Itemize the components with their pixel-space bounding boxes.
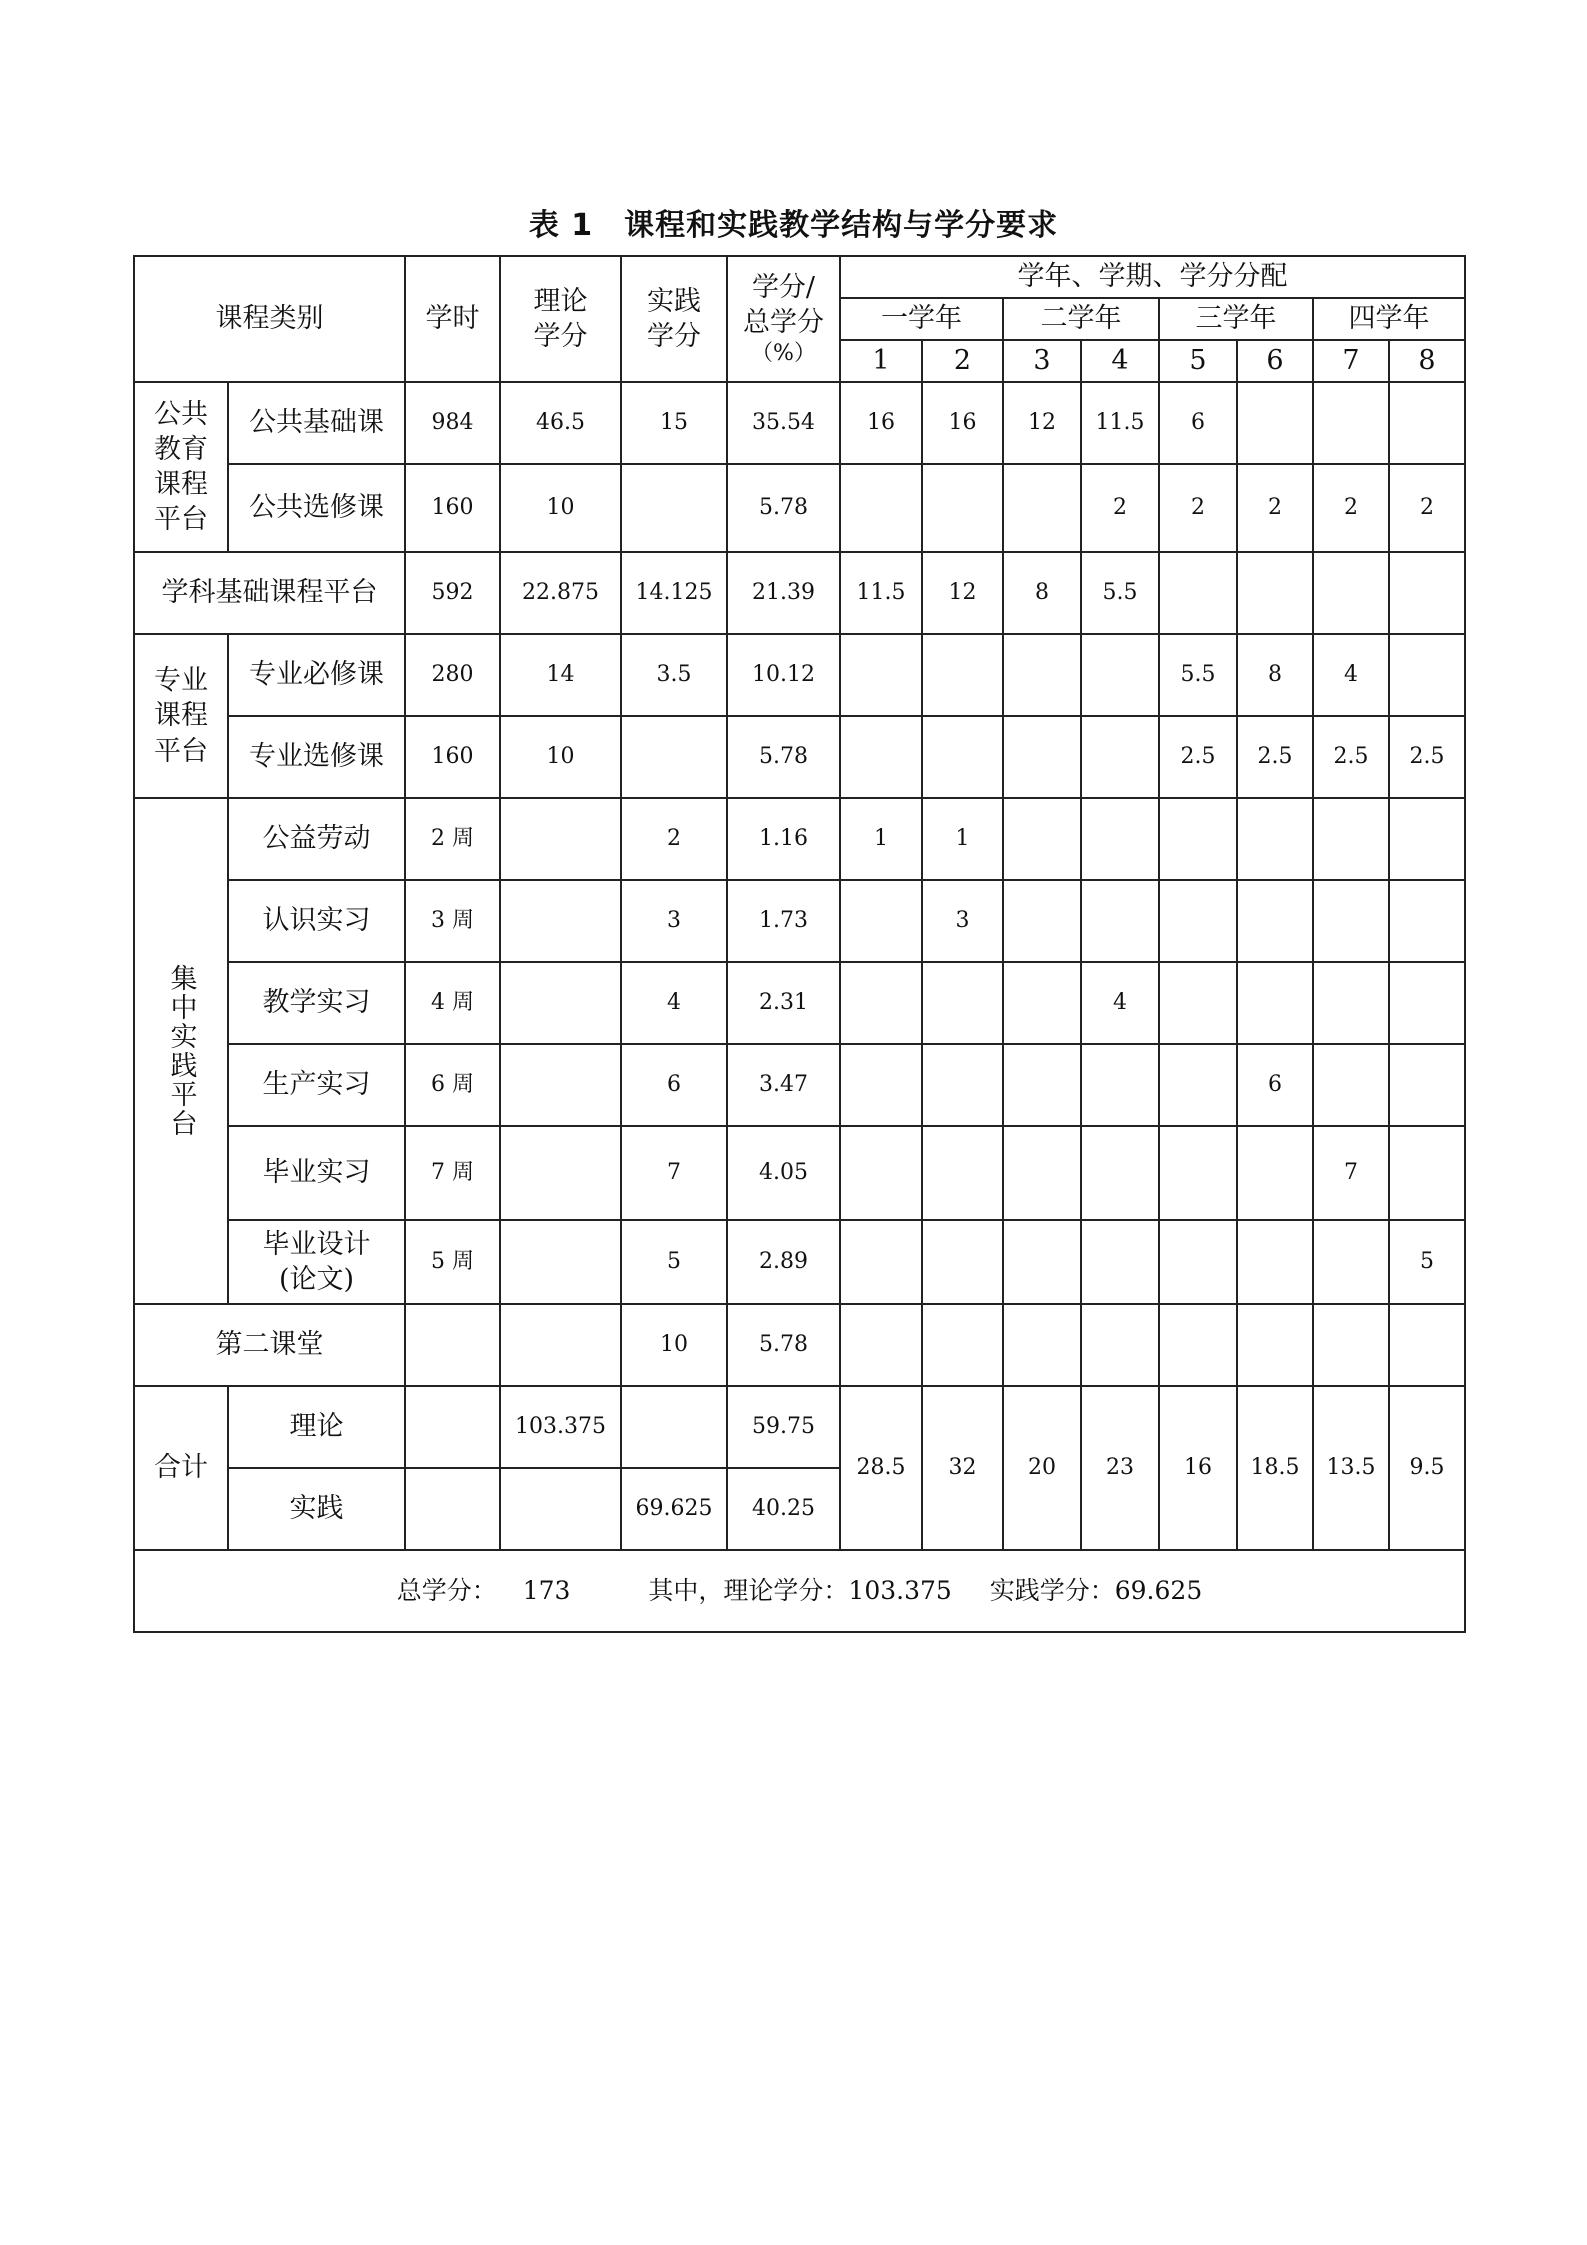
row-theory [500,1044,621,1126]
term-cell [1313,552,1389,634]
row-practice [621,716,727,798]
total-term-cell: 32 [922,1386,1003,1550]
row-theory: 103.375 [500,1386,621,1468]
group-total: 合计 [134,1386,228,1550]
row-hours: 280 [405,634,500,716]
term-cell: 2.5 [1389,716,1465,798]
row-practice: 3.5 [621,634,727,716]
term-cell: 1 [922,798,1003,880]
term-cell [1389,382,1465,464]
term-cell [1313,1304,1389,1386]
term-cell [922,634,1003,716]
row-name: 专业必修课 [228,634,405,716]
row-theory [500,1126,621,1220]
row-name: 第二课堂 [134,1304,405,1386]
term-cell: 7 [1313,1126,1389,1220]
term-cell: 2 [1081,464,1159,552]
term-cell [1003,464,1081,552]
footer-practice-credit: 实践学分：69.625 [989,1575,1203,1605]
term-cell [1159,880,1237,962]
group-practice: 集中实践平台 [134,798,228,1304]
term-cell [840,716,922,798]
term-cell [1237,880,1313,962]
term-cell [840,1220,922,1304]
header-year-1: 一学年 [840,298,1003,340]
row-hours [405,1468,500,1550]
row-name: 专业选修课 [228,716,405,798]
header-category: 课程类别 [134,256,405,382]
table-title: 表 1 课程和实践教学结构与学分要求 [528,208,1059,243]
total-term-cell: 18.5 [1237,1386,1313,1550]
header-term: 4 [1081,340,1159,382]
row-hours: 4 周 [405,962,500,1044]
term-cell [1237,382,1313,464]
term-cell: 12 [1003,382,1081,464]
term-cell [1389,1126,1465,1220]
header-term: 8 [1389,340,1465,382]
row-name: 教学实习 [228,962,405,1044]
row-hours [405,1386,500,1468]
row-ratio: 5.78 [727,464,840,552]
term-cell [1081,634,1159,716]
table-row [134,962,1465,1044]
term-cell: 12 [922,552,1003,634]
term-cell [1159,962,1237,1044]
header-theory-credit: 理论 学分 [500,256,621,382]
term-cell [840,634,922,716]
term-cell: 5 [1389,1220,1465,1304]
term-cell: 6 [1159,382,1237,464]
group-public: 公共 教育 课程 平台 [134,382,228,552]
term-cell [922,1304,1003,1386]
term-cell [1003,1220,1081,1304]
table-row [134,716,1465,798]
term-cell [1081,880,1159,962]
term-cell [1389,552,1465,634]
term-cell: 6 [1237,1044,1313,1126]
header-distribution: 学年、学期、学分分配 [840,256,1465,298]
table-row [134,634,1465,716]
term-cell [840,880,922,962]
term-cell [1159,1044,1237,1126]
table-row [134,880,1465,962]
term-cell [1237,962,1313,1044]
row-theory [500,1304,621,1386]
row-name: 认识实习 [228,880,405,962]
term-cell [1159,552,1237,634]
term-cell [840,1044,922,1126]
term-cell [1159,1126,1237,1220]
term-cell [922,716,1003,798]
row-name: 生产实习 [228,1044,405,1126]
footer-summary [134,1550,1465,1632]
row-ratio: 21.39 [727,552,840,634]
row-theory: 46.5 [500,382,621,464]
row-practice: 69.625 [621,1468,727,1550]
row-hours: 2 周 [405,798,500,880]
row-ratio: 3.47 [727,1044,840,1126]
footer-row [134,1550,1465,1632]
table-row [134,1304,1465,1386]
footer-total-value: 173 [522,1575,571,1605]
row-practice: 2 [621,798,727,880]
term-cell: 4 [1081,962,1159,1044]
term-cell: 8 [1003,552,1081,634]
table-row [134,1126,1465,1220]
term-cell [1081,1220,1159,1304]
term-cell [1081,798,1159,880]
row-theory: 14 [500,634,621,716]
footer-total-label: 总学分： [396,1575,497,1605]
row-practice: 7 [621,1126,727,1220]
row-theory [500,1220,621,1304]
term-cell [1389,798,1465,880]
term-cell [1159,1304,1237,1386]
header-row-1 [134,256,1465,298]
row-ratio: 10.12 [727,634,840,716]
header-term: 1 [840,340,922,382]
term-cell [922,1126,1003,1220]
term-cell: 2.5 [1237,716,1313,798]
row-name: 实践 [228,1468,405,1550]
row-hours: 160 [405,716,500,798]
header-term: 3 [1003,340,1081,382]
row-ratio: 5.78 [727,1304,840,1386]
term-cell: 2 [1159,464,1237,552]
row-theory [500,962,621,1044]
row-ratio: 5.78 [727,716,840,798]
term-cell [922,464,1003,552]
term-cell [1003,716,1081,798]
term-cell [1159,798,1237,880]
term-cell [1313,1044,1389,1126]
header-term: 6 [1237,340,1313,382]
row-hours: 6 周 [405,1044,500,1126]
row-name: 理论 [228,1386,405,1468]
table-row [134,1220,1465,1304]
header-year-3: 三学年 [1159,298,1313,340]
term-cell: 2.5 [1159,716,1237,798]
credit-table [133,255,1466,1633]
row-theory: 22.875 [500,552,621,634]
table-row [134,552,1465,634]
term-cell [1237,798,1313,880]
total-term-cell: 28.5 [840,1386,922,1550]
row-name: 公益劳动 [228,798,405,880]
row-theory: 10 [500,464,621,552]
row-practice: 15 [621,382,727,464]
header-hours: 学时 [405,256,500,382]
row-name: 公共选修课 [228,464,405,552]
term-cell: 2 [1389,464,1465,552]
term-cell [1081,1304,1159,1386]
row-practice: 10 [621,1304,727,1386]
row-practice: 14.125 [621,552,727,634]
header-year-2: 二学年 [1003,298,1159,340]
row-theory [500,798,621,880]
term-cell: 4 [1313,634,1389,716]
row-hours [405,1304,500,1386]
term-cell: 5.5 [1081,552,1159,634]
header-year-4: 四学年 [1313,298,1465,340]
header-term: 2 [922,340,1003,382]
header-practice-credit: 实践 学分 [621,256,727,382]
term-cell: 16 [922,382,1003,464]
group-major: 专业 课程 平台 [134,634,228,798]
header-term: 7 [1313,340,1389,382]
term-cell [1081,1044,1159,1126]
row-name: 毕业设计 (论文) [228,1220,405,1304]
term-cell: 8 [1237,634,1313,716]
term-cell [840,1126,922,1220]
term-cell [1389,962,1465,1044]
term-cell [1003,1044,1081,1126]
term-cell: 16 [840,382,922,464]
term-cell [1237,1126,1313,1220]
total-term-cell: 13.5 [1313,1386,1389,1550]
term-cell [1003,962,1081,1044]
row-ratio: 1.73 [727,880,840,962]
term-cell [1237,1304,1313,1386]
term-cell [840,962,922,1044]
term-cell [1313,1220,1389,1304]
row-name: 学科基础课程平台 [134,552,405,634]
row-hours: 5 周 [405,1220,500,1304]
total-term-cell: 16 [1159,1386,1237,1550]
term-cell [1389,1304,1465,1386]
row-name: 公共基础课 [228,382,405,464]
footer-theory-credit: 其中，理论学分：103.375 [648,1575,952,1605]
row-practice [621,1386,727,1468]
table-row [134,464,1465,552]
term-cell [922,1220,1003,1304]
term-cell [922,1044,1003,1126]
row-hours: 3 周 [405,880,500,962]
row-ratio: 1.16 [727,798,840,880]
row-hours: 592 [405,552,500,634]
total-term-cell: 23 [1081,1386,1159,1550]
term-cell [1389,1044,1465,1126]
term-cell [1313,962,1389,1044]
term-cell [1003,634,1081,716]
term-cell [1313,382,1389,464]
row-ratio: 40.25 [727,1468,840,1550]
term-cell [840,1304,922,1386]
term-cell [1237,1220,1313,1304]
row-ratio: 2.89 [727,1220,840,1304]
table-row [134,798,1465,880]
term-cell: 1 [840,798,922,880]
term-cell: 11.5 [1081,382,1159,464]
row-ratio: 2.31 [727,962,840,1044]
total-term-cell: 9.5 [1389,1386,1465,1550]
row-practice: 5 [621,1220,727,1304]
total-term-cell: 20 [1003,1386,1081,1550]
row-practice: 4 [621,962,727,1044]
term-cell [1159,1220,1237,1304]
term-cell [840,464,922,552]
row-hours: 160 [405,464,500,552]
term-cell [1003,798,1081,880]
row-ratio: 59.75 [727,1386,840,1468]
row-theory: 10 [500,716,621,798]
table-row [134,1044,1465,1126]
header-ratio: 学分/ 总学分 （%） [727,256,840,382]
row-ratio: 35.54 [727,382,840,464]
total-row-theory [134,1386,1465,1468]
term-cell [922,962,1003,1044]
term-cell [1003,1126,1081,1220]
term-cell [1003,1304,1081,1386]
term-cell: 2 [1313,464,1389,552]
term-cell: 3 [922,880,1003,962]
term-cell [1389,880,1465,962]
term-cell: 2.5 [1313,716,1389,798]
term-cell: 5.5 [1159,634,1237,716]
term-cell [1081,1126,1159,1220]
term-cell [1313,798,1389,880]
term-cell [1003,880,1081,962]
term-cell [1313,880,1389,962]
header-term: 5 [1159,340,1237,382]
table-row [134,382,1465,464]
term-cell [1081,716,1159,798]
term-cell [1389,634,1465,716]
term-cell: 11.5 [840,552,922,634]
row-hours: 7 周 [405,1126,500,1220]
row-hours: 984 [405,382,500,464]
row-ratio: 4.05 [727,1126,840,1220]
row-name: 毕业实习 [228,1126,405,1220]
row-practice [621,464,727,552]
row-theory [500,1468,621,1550]
row-theory [500,880,621,962]
term-cell: 2 [1237,464,1313,552]
row-practice: 3 [621,880,727,962]
row-practice: 6 [621,1044,727,1126]
term-cell [1237,552,1313,634]
